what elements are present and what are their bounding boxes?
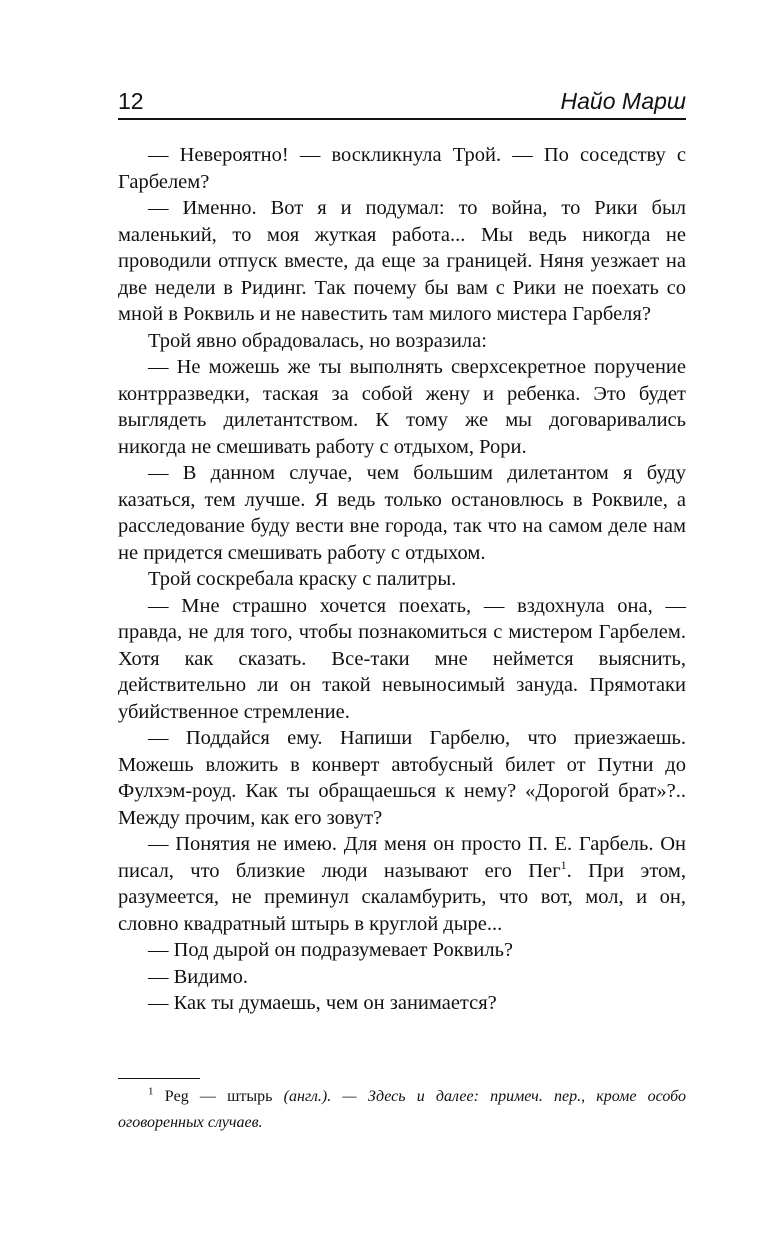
footnote	[118, 1084, 686, 1136]
paragraph: — Поддайся ему. Напиши Гарбелю, что приезжаешь. Можешь вложить в конверт автобусный билет от Путни до Фулхэм-роуд. Как ты обращаешься к нему? «Дорогой брат»?.. Между прочим, как его зовут?	[118, 727, 686, 829]
paragraph: — Под дырой он подразумевает Роквиль?	[148, 939, 514, 961]
paragraph-text: — Понятия не имею. Для меня он просто П. Е. Гарбель. Он писал, что близкие люди называют его Пег	[118, 833, 686, 882]
paragraph: — Как ты думаешь, чем он занимается?	[148, 992, 497, 1014]
paragraph: Трой соскребала краску с палитры.	[148, 568, 457, 590]
paragraph: — Именно. Вот я и подумал: то война, то Рики был маленький, то моя жуткая работа... Мы ведь никогда не проводили отпуск вместе, да еще за границей. Няня уезжает на две недели в Ридинг. Так почему бы вам с Рики не поехать со мной в Роквиль и не навестить там милого мистера Гарбеля?	[118, 197, 686, 325]
author-name: Найо Марш	[560, 88, 686, 114]
footnote-note: — Здесь и далее: примеч. пер., кроме особо оговоренных случаев.	[118, 1088, 686, 1131]
paragraph: — Не можешь же ты выполнять сверхсекретное поручение контрразведки, таская за собой жену и ребенка. Это будет выглядеть дилетантством. К тому же мы договаривались никогда не смешивать работу с отдыхом, Рори.	[118, 356, 686, 458]
running-head	[118, 82, 686, 120]
footnote-term: Peg — штырь	[153, 1088, 284, 1105]
paragraph: Трой явно обрадовалась, но возразила:	[148, 329, 487, 352]
paragraph: — В данном случае, чем большим дилетантом я буду казаться, тем лучше. Я ведь только остановлюсь в Роквиле, а расследование буду вести вне города, так что на самом деле нам не придется смешивать работу с отдыхом.	[118, 462, 686, 564]
paragraph: — Видимо.	[148, 965, 249, 988]
paragraph-text: . При этом, разумеется, не преминул скаламбурить, что вот, мол, и он, словно квадратный штырь в круглой дыре...	[118, 859, 686, 935]
footnote-language: (англ.).	[283, 1088, 332, 1105]
paragraph: — Невероятно! — воскликнула Трой. — По соседству с Гарбелем?	[118, 144, 686, 193]
paragraph: — Мне страшно хочется поехать, — вздохнула она, — правда, не для того, чтобы познакомиться с мистером Гарбелем. Хотя как сказать. Все-таки мне неймется выяснить, действительно ли он такой невыносимый зануда. Прямотаки убийственное стремление.	[118, 594, 686, 723]
footnote-mark: 1	[148, 1085, 154, 1098]
footnote-reference[interactable]: 1	[560, 857, 567, 872]
footnote-text	[118, 1084, 686, 1136]
paragraph-with-note	[118, 831, 686, 937]
page-number: 12	[118, 88, 144, 114]
body-text	[118, 142, 686, 1017]
footnote-divider	[118, 1078, 200, 1079]
